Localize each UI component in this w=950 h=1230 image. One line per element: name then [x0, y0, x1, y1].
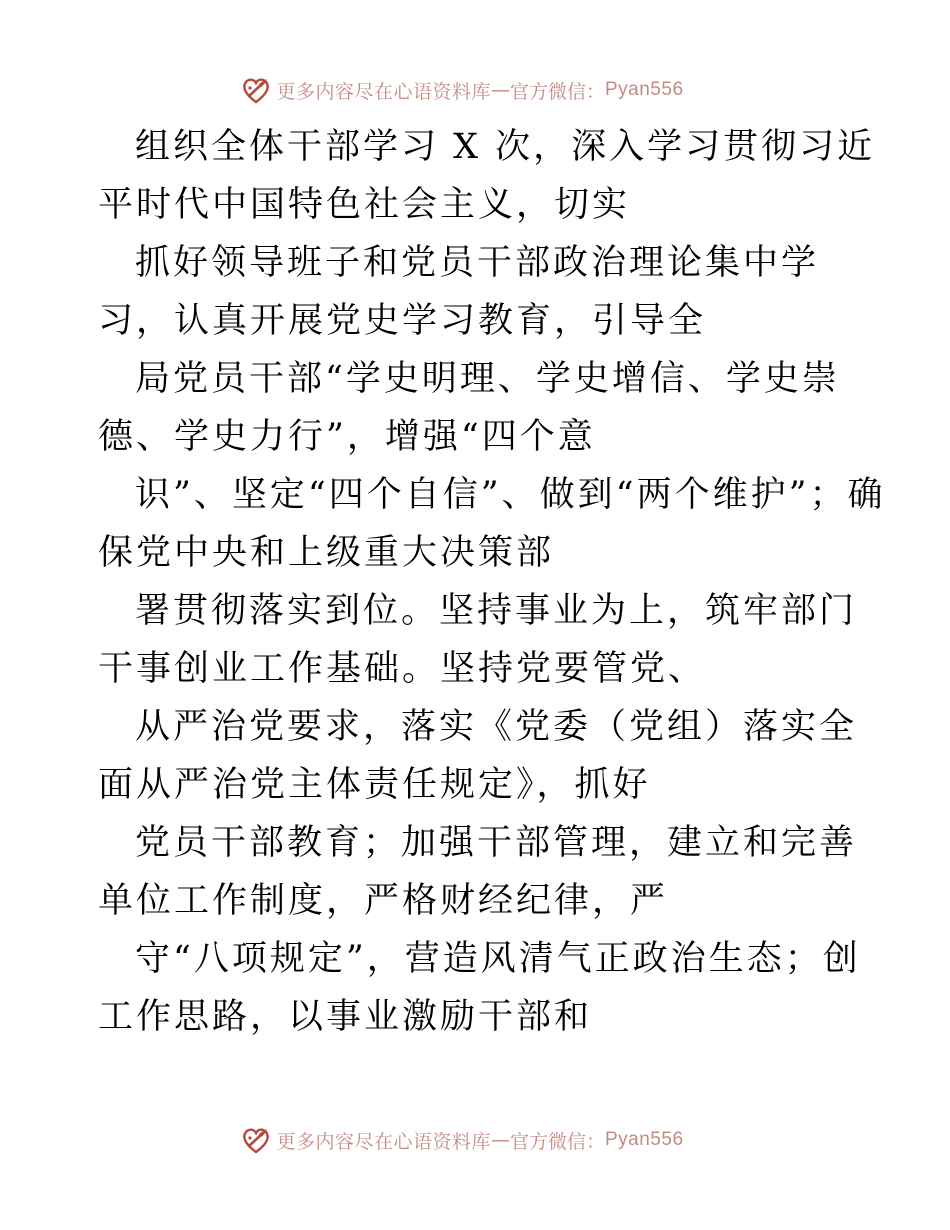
header-banner-dash: —	[490, 79, 510, 101]
header-banner-wechat-id: Pyan556	[605, 79, 684, 100]
header-banner-text: 更多内容尽在心语资料库	[276, 80, 491, 103]
body-paragraph-8: 守“八项规定”，营造风清气正政治生态；创工作思路，以事业激励干部和	[98, 939, 861, 1037]
heart-quill-logo-icon	[240, 74, 272, 106]
body-paragraph-1: 组织全体干部学习 X 次，深入学习贯彻习近平时代中国特色社会主义，切实	[98, 127, 876, 225]
body-paragraph-3: 局党员干部“学史明理、学史增信、学史崇德、学史力行”，增强“四个意	[98, 359, 840, 457]
body-paragraph-7: 党员干部教育；加强干部管理，建立和完善单位工作制度，严格财经纪律，严	[98, 823, 858, 921]
footer-banner-text: 更多内容尽在心语资料库	[276, 1130, 491, 1153]
body-paragraph-6: 从严治党要求，落实《党委（党组）落实全面从严治党主体责任规定》，抓好	[98, 707, 858, 805]
body-paragraph-2: 抓好领导班子和党员干部政治理论集中学习，认真开展党史学习教育，引导全	[98, 243, 820, 341]
body-paragraph-4: 识”、坚定“四个自信”、做到“两个维护”；确保党中央和上级重大决策部	[98, 475, 886, 573]
heart-quill-logo-icon	[240, 1124, 272, 1156]
body-paragraph-5: 署贯彻落实到位。坚持事业为上，筑牢部门干事创业工作基础。坚持党要管党、	[98, 591, 858, 689]
header-banner	[0, 70, 950, 110]
footer-banner	[0, 1120, 950, 1160]
footer-banner-label: 官方微信：	[509, 1130, 605, 1153]
header-banner-label: 官方微信：	[509, 80, 605, 103]
footer-banner-wechat-id: Pyan556	[605, 1129, 684, 1150]
footer-banner-dash: —	[490, 1129, 510, 1151]
document-body	[98, 118, 888, 1046]
